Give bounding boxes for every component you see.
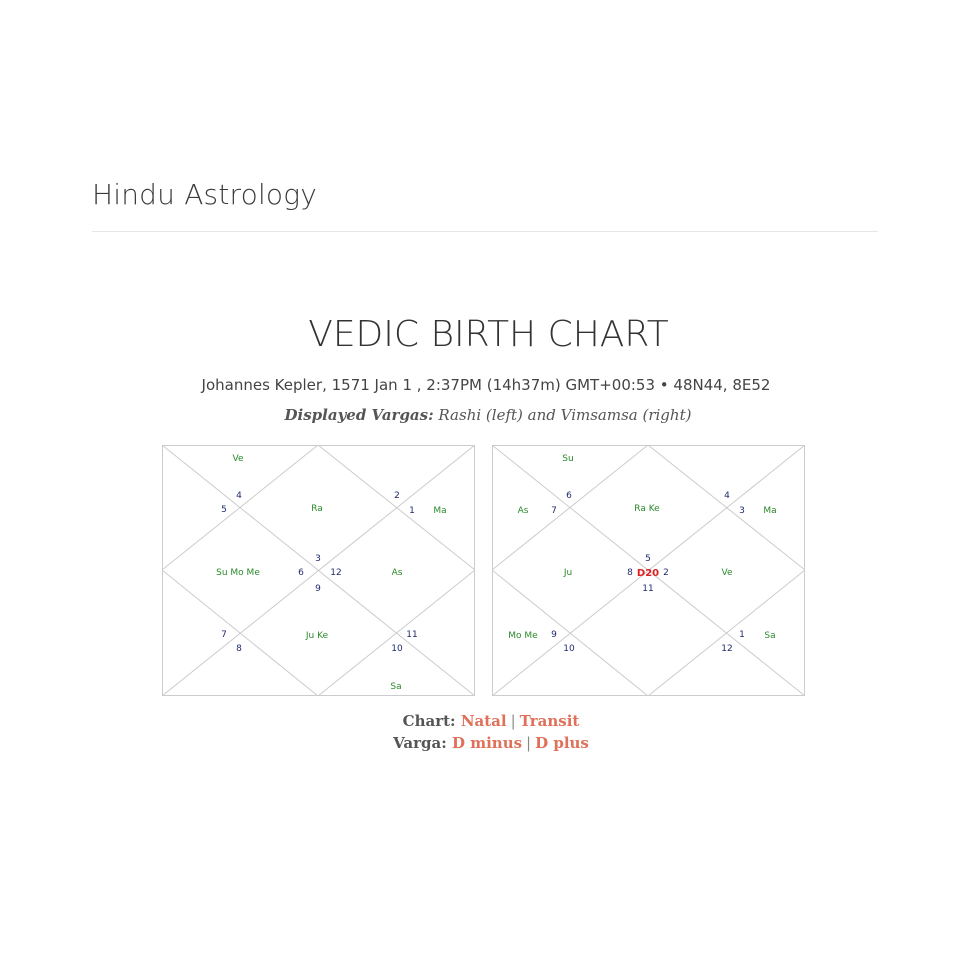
transit-link[interactable]: Transit xyxy=(519,712,580,730)
nav-separator: | xyxy=(510,712,516,730)
house-number: 5 xyxy=(221,505,227,515)
varga-center-label: D20 xyxy=(636,568,660,579)
nav-separator: | xyxy=(526,734,532,752)
planet-label: Ra xyxy=(311,504,323,514)
house-number: 2 xyxy=(394,491,400,501)
house-number: 11 xyxy=(406,630,418,640)
house-number: 6 xyxy=(566,491,572,501)
house-number: 7 xyxy=(221,630,227,640)
displayed-vargas-label: Displayed Vargas: xyxy=(284,406,434,424)
house-number: 9 xyxy=(551,630,557,640)
house-number: 9 xyxy=(315,584,321,594)
house-number: 5 xyxy=(645,554,651,564)
house-number: 11 xyxy=(642,584,654,594)
chart-nav-label: Chart: xyxy=(402,712,456,730)
house-number: 1 xyxy=(409,506,415,516)
house-number: 7 xyxy=(551,506,557,516)
planet-label: Ju Ke xyxy=(305,631,329,641)
house-number: 10 xyxy=(563,644,575,654)
planet-label: Ve xyxy=(232,454,244,464)
planet-label: Ju xyxy=(563,568,573,578)
header-divider xyxy=(92,231,878,232)
house-number: 12 xyxy=(721,644,733,654)
planet-label: Sa xyxy=(390,682,402,692)
d-minus-link[interactable]: D minus xyxy=(451,734,523,752)
natal-link[interactable]: Natal xyxy=(460,712,507,730)
planet-label: Su Mo Me xyxy=(216,568,260,578)
birth-info: Johannes Kepler, 1571 Jan 1 , 2:37PM (14h37m) GMT+00:53 • 48N44, 8E52 xyxy=(201,376,771,394)
planet-label: As xyxy=(391,568,403,578)
site-title[interactable]: Hindu Astrology xyxy=(92,178,318,211)
house-number: 6 xyxy=(298,568,304,578)
planet-label: Sa xyxy=(764,631,776,641)
vimsamsa-chart xyxy=(492,445,805,696)
house-number: 4 xyxy=(236,491,242,501)
planet-label: Ve xyxy=(721,568,733,578)
house-number: 8 xyxy=(236,644,242,654)
varga-nav-label: Varga: xyxy=(393,734,447,752)
planet-label: Ra Ke xyxy=(634,504,660,514)
planet-label: Su xyxy=(562,454,574,464)
house-number: 4 xyxy=(724,491,730,501)
house-number: 10 xyxy=(391,644,403,654)
d-plus-link[interactable]: D plus xyxy=(535,734,589,752)
displayed-vargas-value: Rashi (left) and Vimsamsa (right) xyxy=(438,406,692,424)
chart-type-nav xyxy=(0,712,965,730)
house-number: 3 xyxy=(739,506,745,516)
planet-label: Ma xyxy=(763,506,777,516)
varga-nav xyxy=(0,734,965,752)
house-number: 2 xyxy=(663,568,669,578)
house-number: 8 xyxy=(627,568,633,578)
planet-label: Ma xyxy=(433,506,447,516)
planet-label: As xyxy=(517,506,529,516)
rashi-chart xyxy=(162,445,475,696)
planet-label: Mo Me xyxy=(508,631,538,641)
page-title: VEDIC BIRTH CHART xyxy=(308,314,669,355)
displayed-vargas xyxy=(0,406,965,424)
house-number: 1 xyxy=(739,630,745,640)
house-number: 3 xyxy=(315,554,321,564)
house-number: 12 xyxy=(330,568,342,578)
